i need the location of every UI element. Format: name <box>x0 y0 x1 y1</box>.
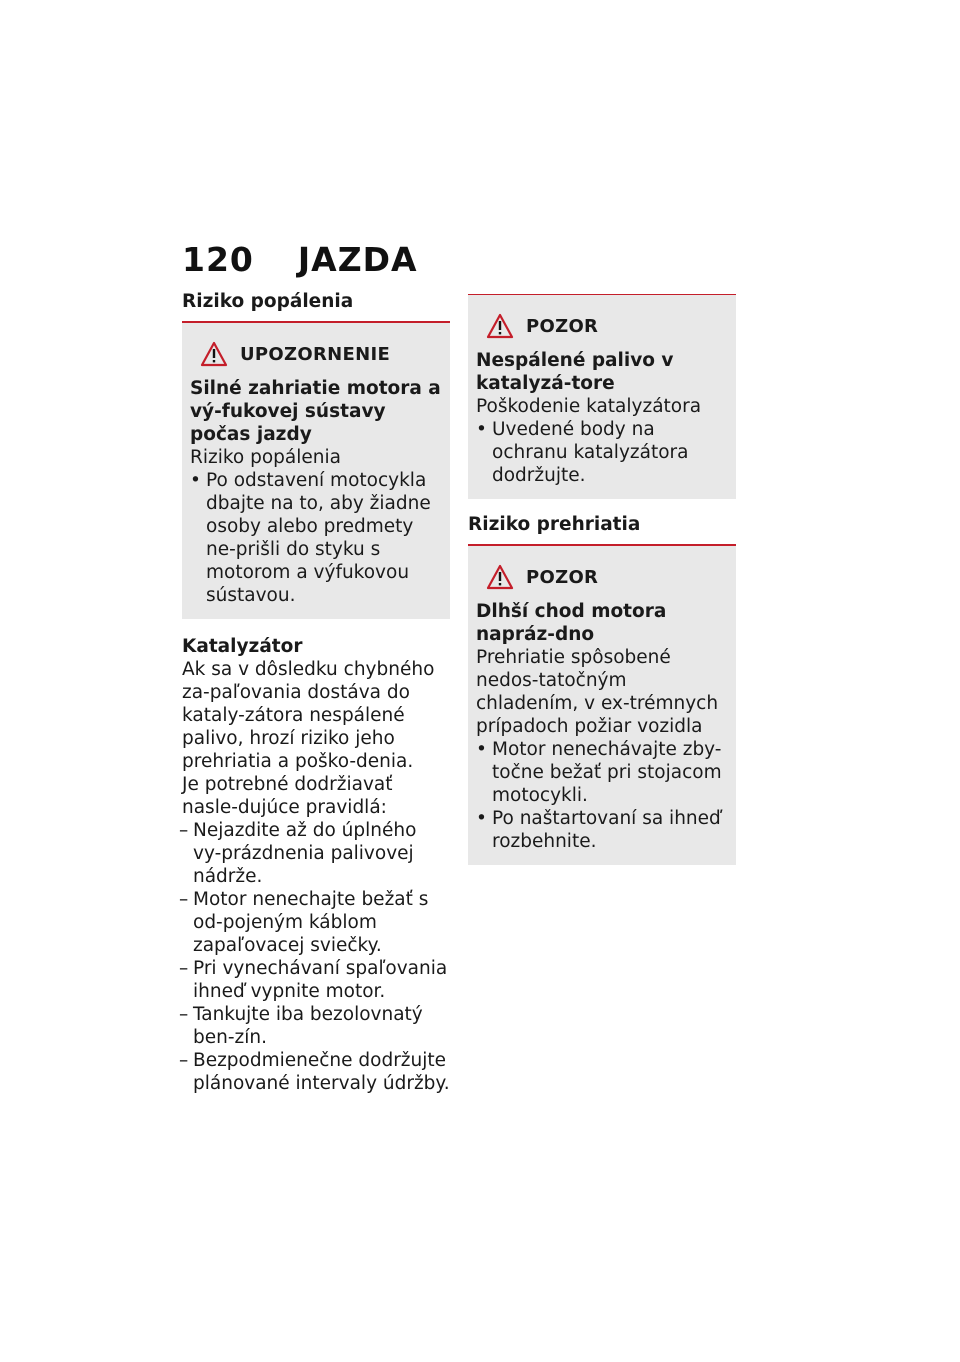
warning-bullets <box>190 469 444 607</box>
warning-heading: Silné zahriatie motora a vý-fukovej sústavy počas jazdy <box>190 378 441 445</box>
page-header <box>182 240 418 279</box>
caution-subtitle: Prehriatie spôsobené nedos-tatočným chladením, v ex-trémnych prípadoch požiar vozidla <box>476 647 719 737</box>
caution-label: POZOR <box>526 566 599 588</box>
caution-subtitle: Poškodenie katalyzátora <box>476 396 702 417</box>
list-item: • Uvedené body na ochranu katalyzátora dodržujte. <box>476 418 730 487</box>
list-item: – Motor nenechajte bežať s od-pojeným káblom zapaľovacej sviečky. <box>182 888 450 957</box>
section-title-burn-risk: Riziko popálenia <box>182 290 450 322</box>
list-item: • Motor nenechávajte zby-točne bežať pri stojacom motocykli. <box>476 738 730 807</box>
page-number: 120 <box>182 240 254 279</box>
list-item: – Pri vynechávaní spaľovania ihneď vypnite motor. <box>182 957 450 1003</box>
chapter-title: JAZDA <box>297 240 418 279</box>
section-title-overheat-risk: Riziko prehriatia <box>468 513 736 545</box>
warning-triangle-icon <box>486 564 514 590</box>
left-column <box>182 290 450 1095</box>
caution-bullets <box>476 418 730 487</box>
warning-triangle-icon <box>486 313 514 339</box>
catalyst-paragraph-2: Je potrebné dodržiavať nasle-dujúce pravidlá: <box>182 774 393 818</box>
caution-bullets <box>476 738 730 853</box>
caution-header <box>476 564 730 590</box>
list-item: – Nejazdite až do úplného vy-prázdnenia palivovej nádrže. <box>182 819 450 888</box>
right-column <box>468 294 736 865</box>
list-item: – Bezpodmienečne dodržujte plánované intervaly údržby. <box>182 1049 450 1095</box>
list-item: • Po odstavení motocykla dbajte na to, aby žiadne osoby alebo predmety ne-prišli do styku s motorom a výfukovou sústavou. <box>190 469 444 607</box>
list-item: – Tankujte iba bezolovnatý ben-zín. <box>182 1003 450 1049</box>
caution-box-overheat <box>468 545 736 865</box>
warning-label: UPOZORNENIE <box>240 343 391 365</box>
catalyst-paragraph-1: Ak sa v dôsledku chybného za-paľovania dostáva do kataly-zátora nespálené palivo, hrozí riziko jeho prehriatia a poško-denia. <box>182 659 435 772</box>
catalyst-rules <box>182 819 450 1095</box>
caution-box-catalyst <box>468 294 736 499</box>
caution-header <box>476 313 730 339</box>
caution-heading: Dlhší chod motora napráz-dno <box>476 601 667 645</box>
warning-triangle-icon <box>200 341 228 367</box>
warning-subtitle: Riziko popálenia <box>190 447 341 468</box>
catalyst-title: Katalyzátor <box>182 636 303 657</box>
caution-label: POZOR <box>526 315 599 337</box>
caution-heading: Nespálené palivo v katalyzá-tore <box>476 350 674 394</box>
warning-box <box>182 322 450 619</box>
list-item: • Po naštartovaní sa ihneď rozbehnite. <box>476 807 730 853</box>
warning-header <box>190 341 444 367</box>
